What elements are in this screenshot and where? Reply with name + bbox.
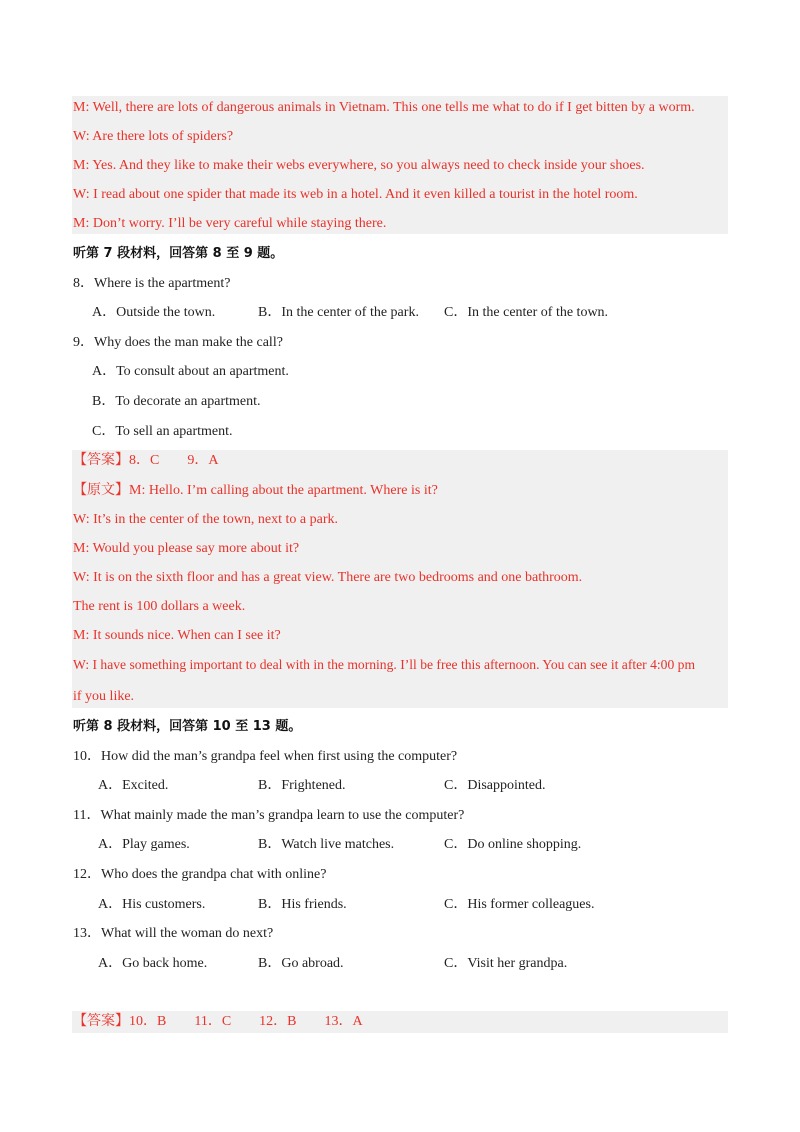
q13-option-c: C．Visit her grandpa.: [444, 956, 568, 971]
transcript-line: M: Yes. And they like to make their webs everywhere, so you always need to check inside your shoes.: [73, 158, 645, 173]
question-12: 12．Who does the grandpa chat with online?: [73, 867, 327, 882]
section-heading-8: 听第 8 段材料，回答第 10 至 13 题。: [73, 719, 302, 734]
q12-option-b: B．His friends.: [258, 897, 347, 912]
transcript-line: W: It is on the sixth floor and has a great view. There are two bedrooms and one bathroom.: [73, 570, 583, 585]
answer-text: 8．C 9．A: [129, 453, 219, 468]
q8-option-a: A．Outside the town.: [92, 305, 216, 320]
q13-option-b: B．Go abroad.: [258, 956, 344, 971]
script-label: 【原文】: [73, 483, 129, 498]
transcript-line: W: I read about one spider that made its web in a hotel. And it even killed a tourist in the hotel room.: [73, 187, 638, 202]
q13-option-a: A．Go back home.: [98, 956, 208, 971]
q9-option-b: B．To decorate an apartment.: [92, 394, 261, 409]
q12-option-a: A．His customers.: [98, 897, 206, 912]
q11-option-c: C．Do online shopping.: [444, 837, 582, 852]
transcript-line: M: Don’t worry. I’ll be very careful while staying there.: [73, 216, 387, 231]
q10-option-a: A．Excited.: [98, 778, 169, 793]
question-9: 9．Why does the man make the call?: [73, 335, 283, 350]
q11-option-a: A．Play games.: [98, 837, 190, 852]
transcript-line: M: Would you please say more about it?: [73, 541, 300, 556]
transcript-line: W: It’s in the center of the town, next to a park.: [73, 512, 339, 527]
transcript-line: W: Are there lots of spiders?: [73, 129, 234, 144]
question-8: 8．Where is the apartment?: [73, 276, 231, 291]
q11-option-b: B．Watch live matches.: [258, 837, 395, 852]
q8-option-b: B．In the center of the park.: [258, 305, 419, 320]
q9-option-a: A．To consult about an apartment.: [92, 364, 289, 379]
section-heading-7: 听第 7 段材料，回答第 8 至 9 题。: [73, 246, 284, 261]
transcript-line: M: It sounds nice. When can I see it?: [73, 628, 281, 643]
q10-option-c: C．Disappointed.: [444, 778, 546, 793]
answer-7: [73, 451, 218, 471]
transcript-line: The rent is 100 dollars a week.: [73, 599, 246, 614]
answer-8: [73, 1012, 363, 1032]
answer-label: 【答案】: [73, 453, 129, 468]
q12-option-c: C．His former colleagues.: [444, 897, 595, 912]
question-13: 13．What will the woman do next?: [73, 926, 274, 941]
transcript-line: if you like.: [73, 689, 135, 704]
transcript-line: W: I have something important to deal with in the morning. I’ll be free this afternoon. You can see it after 4:00 pm: [73, 657, 696, 672]
answer-label: 【答案】: [73, 1014, 129, 1029]
transcript-line: M: Well, there are lots of dangerous animals in Vietnam. This one tells me what to do if I get bitten by a worm.: [73, 100, 695, 115]
question-10: 10．How did the man’s grandpa feel when first using the computer?: [73, 749, 458, 764]
q8-option-c: C．In the center of the town.: [444, 305, 609, 320]
script-first: [73, 481, 438, 501]
answer-text: 10．B 11．C 12．B 13．A: [129, 1014, 363, 1029]
q10-option-b: B．Frightened.: [258, 778, 346, 793]
question-11: 11．What mainly made the man’s grandpa learn to use the computer?: [73, 808, 465, 823]
q9-option-c: C．To sell an apartment.: [92, 424, 233, 439]
script-text: M: Hello. I’m calling about the apartment. Where is it?: [129, 483, 438, 498]
